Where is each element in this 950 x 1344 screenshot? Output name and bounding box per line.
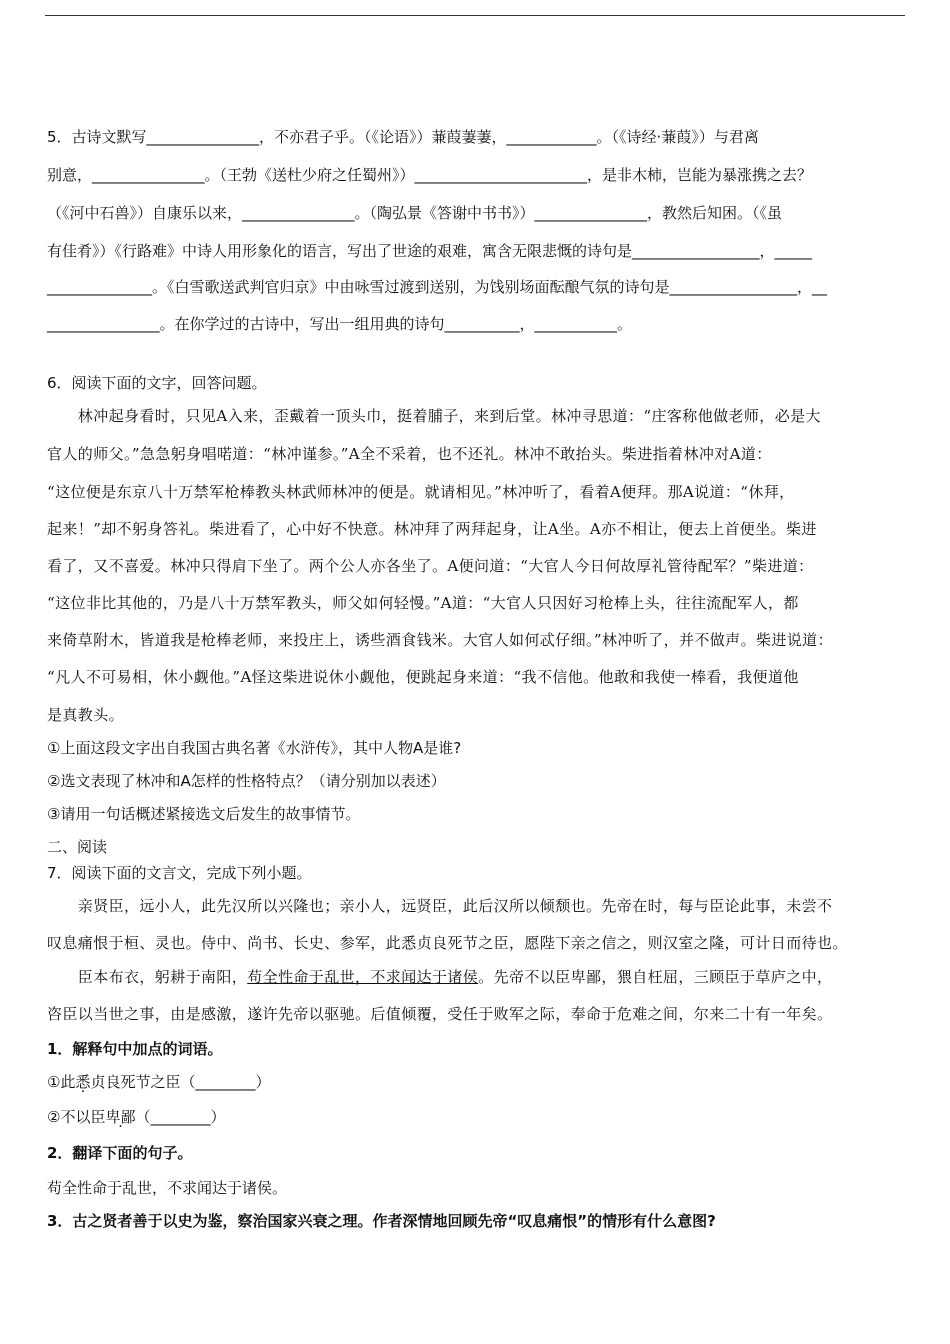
- q7-sub1-item: [47, 1071, 907, 1093]
- q7-sub2-title: [47, 1142, 907, 1164]
- q6-passage-line: 官人的师父。”急急躬身唱喏道：“林冲谨参。”A全不采着，也不还礼。林冲不敢抬头。柴进指着林冲对A道：: [47, 445, 772, 463]
- q5-line: （《河中石兽》）自康乐以来，_______________。（陶弘景《答谢中书书》）_______________，教然后知困。（《虽: [47, 204, 783, 222]
- q6-question: ③请用一句话概述紧接选文后发生的故事情节。: [47, 805, 361, 823]
- q7-passage-line: 咨臣以当世之事，由是感激，遂许先帝以驱驰。后值倾覆，受任于败军之际，奉命于危难之间，尔来二十有一年矣。: [47, 1005, 833, 1023]
- q5-line: ______________。《白雪歌送武判官归京》中由咏雪过渡到送别，为饯别场面酝酿气氛的诗句是_________________，__: [47, 278, 828, 296]
- q6-passage-line: 起来！”却不躬身答礼。柴进看了，心中好不快意。林冲拜了两拜起身，让A坐。A亦不相让，便去上首便坐。柴进: [47, 520, 817, 538]
- dotted-word: 卑鄙: [105, 1108, 136, 1126]
- q7-sub1-title-text: 1．解释句中加点的词语。: [47, 1040, 223, 1058]
- q7-sub3-title-text: 3．古之贤者善于以史为鉴，察治国家兴衰之理。作者深情地回顾先帝“叹息痛恨”的情形有什么意图?: [47, 1212, 716, 1230]
- q6-passage-line: 林冲起身看时，只见A入来，歪戴着一顶头巾，挺着脯子，来到后堂。林冲寻思道：“庄客称他做老师，必是大: [47, 407, 821, 425]
- q7-passage-text: 。先帝不以臣卑鄙，猥自枉屈，三顾臣于草庐之中，: [478, 968, 833, 986]
- q5-line: 别意，_______________。（王勃《送杜少府之任蜀州》）_______________________，是非木柿，岂能为暴涨携之去？: [47, 166, 813, 184]
- q6-question: ①上面这段文字出自我国古典名著《水浒传》，其中人物A是谁?: [47, 739, 462, 757]
- q7-title: 7．阅读下面的文言文，完成下列小题。: [47, 864, 312, 882]
- q7-sub1-text: ②不以臣: [47, 1108, 106, 1126]
- dotted-word: 悉: [75, 1073, 91, 1091]
- q7-sub1-title: [47, 1038, 907, 1060]
- q7-sub1-text: 贞良死节之臣（________）: [90, 1073, 271, 1091]
- q6-passage-line: 看了，又不喜爱。林冲只得肩下坐了。两个公人亦各坐了。A便问道：“大官人今日何故厚礼管待配军？”柴进道：: [47, 557, 814, 575]
- q7-sub1-text: （________）: [135, 1108, 226, 1126]
- header-rule: [45, 15, 905, 16]
- q7-sub2-title-text: 2．翻译下面的句子。: [47, 1144, 193, 1162]
- q7-passage-line: [47, 966, 907, 988]
- q5-line: 5．古诗文默写_______________，不亦君子乎。（《论语》）蒹葭萋萋，____________。（《诗经·蒹葭》）与君离: [47, 128, 759, 146]
- q7-passage-text: 臣本布衣，躬耕于南阳，: [47, 968, 248, 986]
- q6-passage-line: 来倚草附木，皆道我是枪棒老师，来投庄上，诱些酒食钱米。大官人如何忒仔细。”林冲听了，并不做声。柴进说道：: [47, 631, 833, 649]
- section-heading: 二、阅读: [47, 838, 108, 856]
- q6-passage-line: “凡人不可易相，休小觑他。”A怪这柴进说休小觑他，便跳起身来道：“我不信他。他敢和我使一棒看，我便道他: [47, 668, 799, 686]
- q6-passage-line: “这位便是东京八十万禁军枪棒教头林武师林冲的便是。就请相见。”林冲听了，看着A便拜。那A说道：“休拜，: [47, 483, 795, 501]
- q5-line: 有佳肴》）《行路难》中诗人用形象化的语言，写出了世途的艰难，寓含无限悲慨的诗句是_________________，_____: [47, 242, 813, 260]
- q7-sub3-title: [47, 1210, 907, 1232]
- q6-title: 6．阅读下面的文字，回答问题。: [47, 374, 267, 392]
- q7-sub2-text: 苟全性命于乱世，不求闻达于诸侯。: [47, 1179, 288, 1197]
- q7-underlined-sentence: 苟全性命于乱世，不求闻达于诸侯: [247, 968, 479, 986]
- q7-sub1-item: [47, 1106, 907, 1128]
- q6-passage-line: “这位非比其他的，乃是八十万禁军教头，师父如何轻慢。”A道：“大官人只因好习枪棒上头，往往流配军人，都: [47, 594, 799, 612]
- q7-passage-line: 亲贤臣，远小人，此先汉所以兴隆也；亲小人，远贤臣，此后汉所以倾颓也。先帝在时，每与臣论此事，未尝不: [47, 897, 833, 915]
- q5-line: _______________。在你学过的古诗中，写出一组用典的诗句__________，___________。: [47, 315, 633, 333]
- q7-passage-line: 叹息痛恨于桓、灵也。侍中、尚书、长史、参军，此悉贞良死节之臣，愿陛下亲之信之，则汉室之隆，可计日而待也。: [47, 934, 848, 952]
- q6-question: ②选文表现了林冲和A怎样的性格特点？（请分别加以表述）: [47, 772, 446, 790]
- q7-sub1-text: ①此: [47, 1073, 76, 1091]
- q6-passage-line: 是真教头。: [47, 706, 125, 724]
